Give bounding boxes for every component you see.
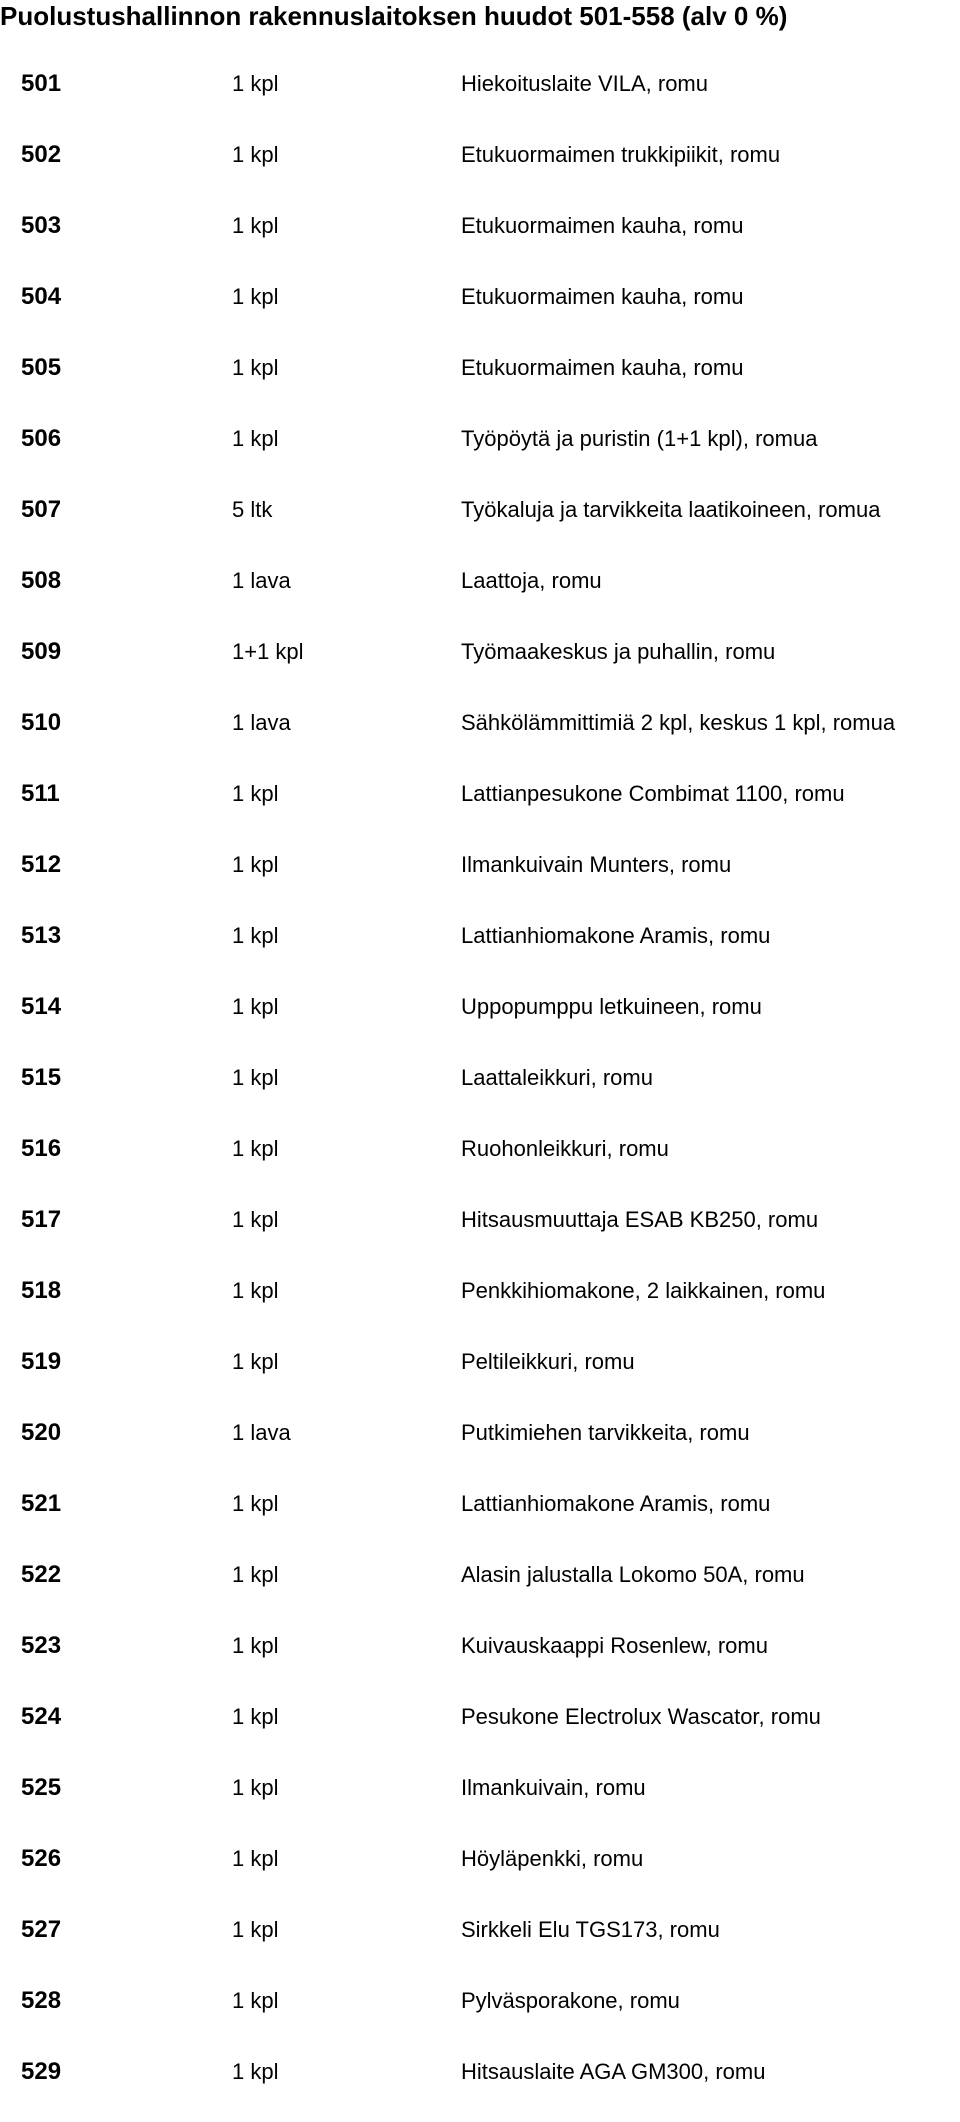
lot-number: 513: [21, 922, 62, 949]
lot-description: Työkaluja ja tarvikkeita laatikoineen, romua: [461, 497, 881, 522]
lot-number: 510: [21, 709, 62, 736]
lot-quantity: 1 kpl: [232, 781, 279, 806]
lot-description: Hitsauslaite AGA GM300, romu: [461, 2059, 766, 2084]
lot-quantity: 1 kpl: [232, 1562, 279, 1587]
lot-row: [0, 1909, 960, 1980]
lot-number: 519: [21, 1348, 62, 1375]
lot-description: Etukuormaimen kauha, romu: [461, 284, 744, 309]
lot-description: Etukuormaimen kauha, romu: [461, 213, 744, 238]
lot-description: Hitsausmuuttaja ESAB KB250, romu: [461, 1207, 819, 1232]
lot-number: 502: [21, 141, 62, 168]
lot-row: [0, 1412, 960, 1483]
lot-description: Lattianhiomakone Aramis, romu: [461, 1491, 771, 1516]
lot-description: Pesukone Electrolux Wascator, romu: [461, 1704, 821, 1729]
lot-row: [0, 1483, 960, 1554]
lot-row: [0, 844, 960, 915]
lot-row: [0, 1128, 960, 1199]
lot-description: Etukuormaimen kauha, romu: [461, 355, 744, 380]
lot-description: Etukuormaimen trukkipiikit, romu: [461, 142, 781, 167]
lot-quantity: 1 lava: [232, 568, 291, 593]
lot-row: [0, 63, 960, 134]
lot-description: Työpöytä ja puristin (1+1 kpl), romua: [461, 426, 818, 451]
lot-quantity: 1 kpl: [232, 1065, 279, 1090]
lot-quantity: 1 kpl: [232, 1633, 279, 1658]
lot-number: 520: [21, 1419, 62, 1446]
lot-number: 521: [21, 1490, 62, 1517]
lot-row: [0, 1057, 960, 1128]
lot-description: Sähkölämmittimiä 2 kpl, keskus 1 kpl, romua: [461, 710, 896, 735]
lot-quantity: 1 kpl: [232, 426, 279, 451]
lot-quantity: 1 kpl: [232, 284, 279, 309]
lot-row: [0, 1554, 960, 1625]
lot-quantity: 1 kpl: [232, 71, 279, 96]
lot-quantity: 1 kpl: [232, 923, 279, 948]
lot-quantity: 1 kpl: [232, 1704, 279, 1729]
lot-row: [0, 1980, 960, 2051]
lot-row: [0, 205, 960, 276]
lot-number: 514: [21, 993, 62, 1020]
lot-description: Ilmankuivain, romu: [461, 1775, 646, 1800]
lot-quantity: 1 kpl: [232, 1349, 279, 1374]
lot-description: Höyläpenkki, romu: [461, 1846, 644, 1871]
lot-number: 511: [21, 780, 60, 807]
lot-row: [0, 134, 960, 205]
lot-row: [0, 418, 960, 489]
lot-list: [0, 63, 960, 2122]
lot-number: 512: [21, 851, 62, 878]
lot-quantity: 1 kpl: [232, 142, 279, 167]
lot-quantity: 1 kpl: [232, 1775, 279, 1800]
lot-quantity: 1 kpl: [232, 1491, 279, 1516]
lot-row: [0, 560, 960, 631]
lot-quantity: 5 ltk: [232, 497, 273, 522]
lot-number: 516: [21, 1135, 62, 1162]
lot-description: Lattianpesukone Combimat 1100, romu: [461, 781, 845, 806]
page-title: Puolustushallinnon rakennuslaitoksen huudot 501-558 (alv 0 %): [0, 1, 788, 31]
lot-description: Työmaakeskus ja puhallin, romu: [461, 639, 776, 664]
lot-number: 509: [21, 638, 62, 665]
lot-number: 508: [21, 567, 62, 594]
lot-description: Putkimiehen tarvikkeita, romu: [461, 1420, 750, 1445]
lot-quantity: 1 kpl: [232, 852, 279, 877]
lot-number: 503: [21, 212, 62, 239]
lot-number: 523: [21, 1632, 62, 1659]
lot-number: 528: [21, 1987, 62, 2014]
lot-row: [0, 489, 960, 560]
lot-row: [0, 276, 960, 347]
lot-row: [0, 1625, 960, 1696]
lot-description: Ilmankuivain Munters, romu: [461, 852, 732, 877]
lot-row: [0, 1341, 960, 1412]
lot-row: [0, 915, 960, 986]
lot-row: [0, 773, 960, 844]
lot-description: Lattianhiomakone Aramis, romu: [461, 923, 771, 948]
lot-number: 517: [21, 1206, 62, 1233]
lot-row: [0, 1767, 960, 1838]
lot-row: [0, 702, 960, 773]
lot-quantity: 1 lava: [232, 710, 291, 735]
lot-quantity: 1 kpl: [232, 994, 279, 1019]
lot-row: [0, 347, 960, 418]
lot-row: [0, 986, 960, 1057]
lot-number: 501: [21, 70, 62, 97]
lot-quantity: 1 kpl: [232, 1917, 279, 1942]
lot-quantity: 1 kpl: [232, 2059, 279, 2084]
lot-row: [0, 1838, 960, 1909]
lot-number: 524: [21, 1703, 62, 1730]
lot-number: 527: [21, 1916, 62, 1943]
lot-description: Peltileikkuri, romu: [461, 1349, 635, 1374]
lot-description: Hiekoituslaite VILA, romu: [461, 71, 708, 96]
lot-number: 515: [21, 1064, 62, 1091]
lot-quantity: 1 kpl: [232, 1136, 279, 1161]
lot-description: Kuivauskaappi Rosenlew, romu: [461, 1633, 768, 1658]
lot-quantity: 1 kpl: [232, 1846, 279, 1871]
lot-number: 507: [21, 496, 62, 523]
lot-row: [0, 631, 960, 702]
lot-quantity: 1+1 kpl: [232, 639, 304, 664]
lot-description: Pylväsporakone, romu: [461, 1988, 680, 2013]
lot-number: 529: [21, 2058, 62, 2085]
lot-description: Laattoja, romu: [461, 568, 602, 593]
lot-row: [0, 1270, 960, 1341]
lot-quantity: 1 kpl: [232, 355, 279, 380]
lot-number: 522: [21, 1561, 62, 1588]
lot-description: Uppopumppu letkuineen, romu: [461, 994, 762, 1019]
lot-row: [0, 1199, 960, 1270]
lot-description: Ruohonleikkuri, romu: [461, 1136, 669, 1161]
lot-quantity: 1 kpl: [232, 1207, 279, 1232]
lot-number: 518: [21, 1277, 62, 1304]
lot-number: 506: [21, 425, 62, 452]
lot-description: Penkkihiomakone, 2 laikkainen, romu: [461, 1278, 826, 1303]
lot-number: 526: [21, 1845, 62, 1872]
lot-quantity: 1 kpl: [232, 213, 279, 238]
lot-quantity: 1 lava: [232, 1420, 291, 1445]
lot-description: Laattaleikkuri, romu: [461, 1065, 653, 1090]
lot-quantity: 1 kpl: [232, 1278, 279, 1303]
lot-number: 525: [21, 1774, 62, 1801]
lot-quantity: 1 kpl: [232, 1988, 279, 2013]
lot-row: [0, 2051, 960, 2122]
lot-number: 505: [21, 354, 62, 381]
lot-row: [0, 1696, 960, 1767]
lot-description: Alasin jalustalla Lokomo 50A, romu: [461, 1562, 805, 1587]
lot-number: 504: [21, 283, 62, 310]
lot-description: Sirkkeli Elu TGS173, romu: [461, 1917, 720, 1942]
